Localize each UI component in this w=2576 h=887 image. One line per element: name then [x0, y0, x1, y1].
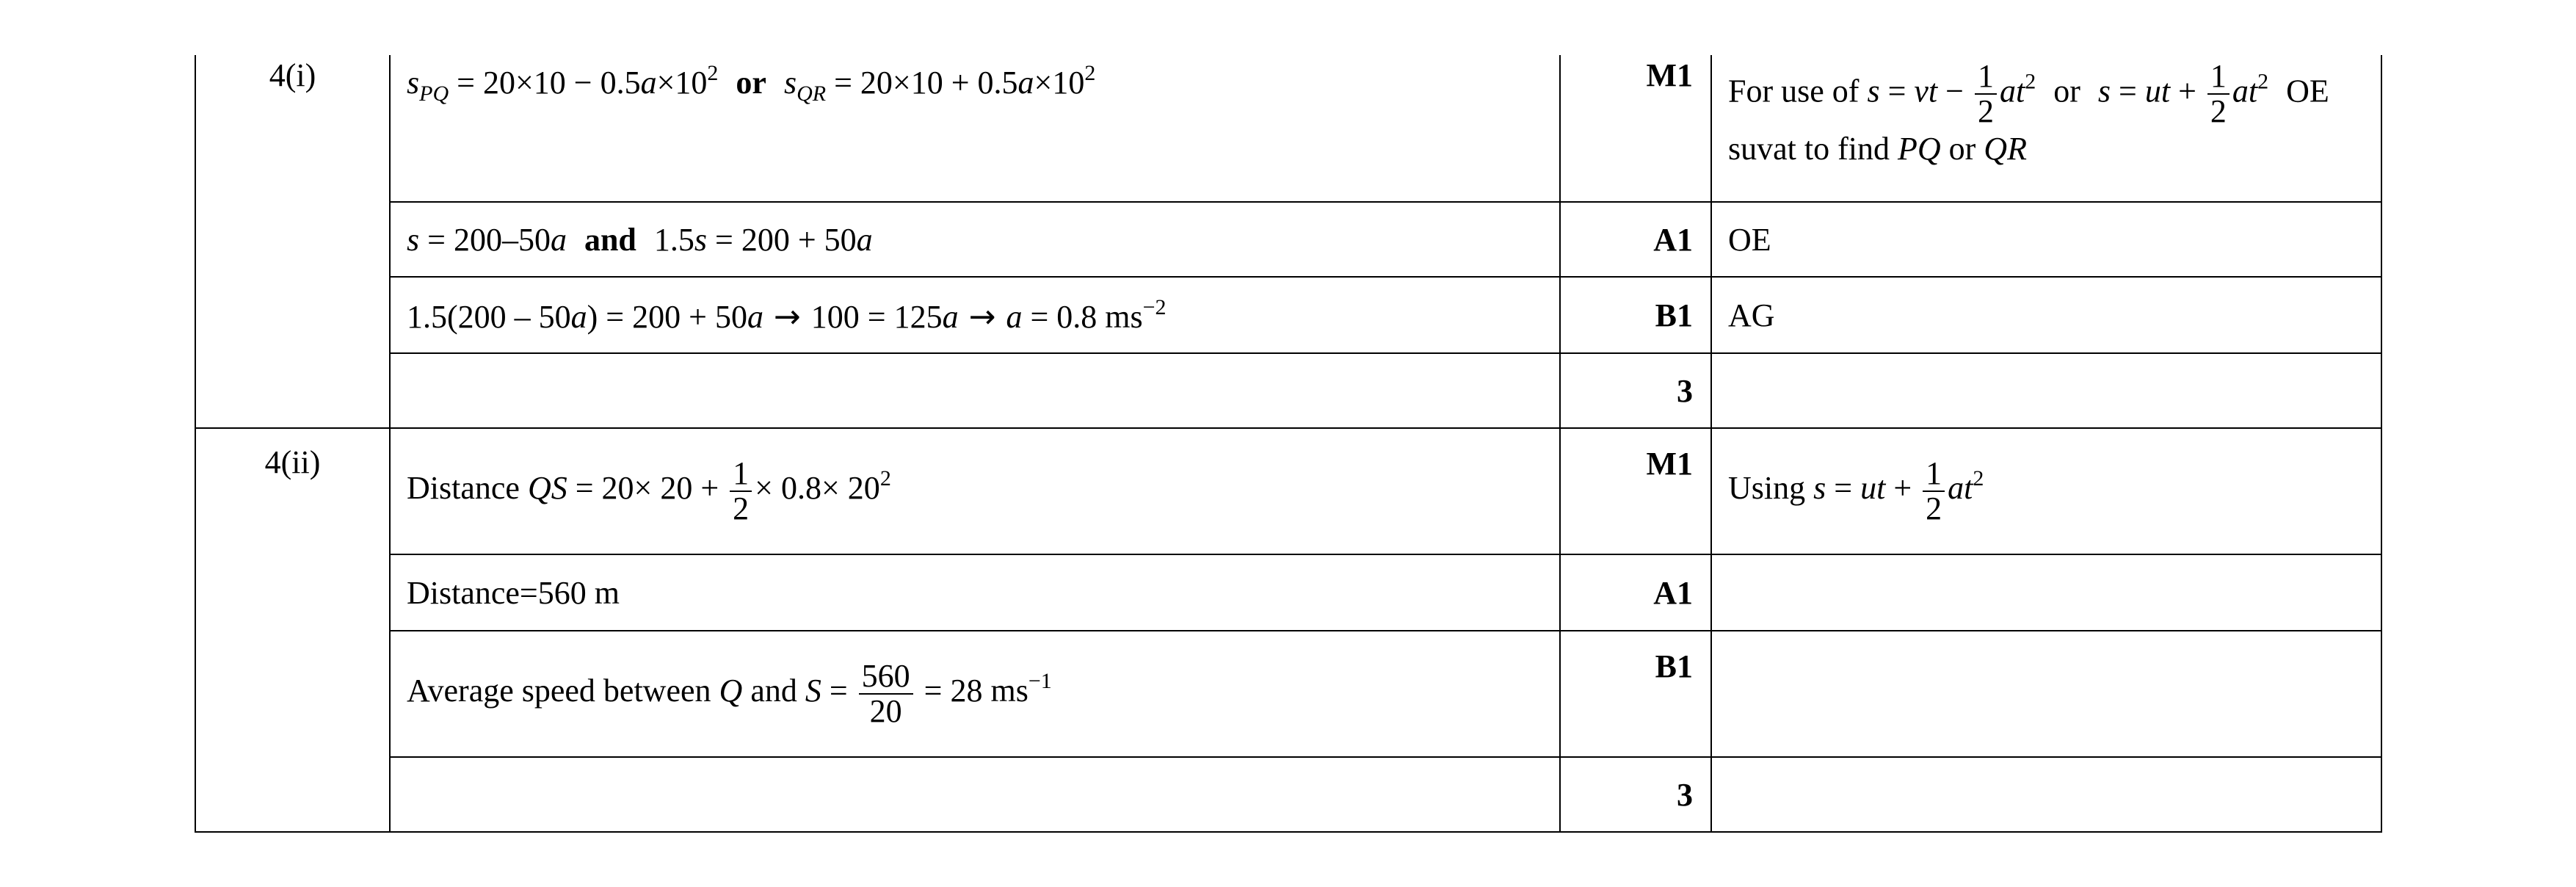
question-label: 4(ii)	[264, 444, 321, 480]
arrow-icon: →	[763, 297, 811, 336]
table-row	[195, 554, 2381, 631]
mark-cell	[1560, 757, 1711, 832]
answer-text: $s_{PQ} = 20\times 10 - 0.5a\times 10^2$ or $s_{QR} = 20\times 10 + 0.5a\times 10^2$	[407, 61, 1096, 106]
mark-code: A1	[1653, 221, 1693, 258]
mark-cell	[1560, 554, 1711, 631]
mark-cell	[1560, 631, 1711, 757]
guidance-cell	[1711, 353, 2381, 428]
guidance-cell	[1711, 631, 2381, 757]
guidance-text: AG	[1728, 297, 1775, 333]
mark-code: M1	[1646, 57, 1693, 93]
guidance-cell	[1711, 277, 2381, 353]
answer-text: 1.5(200 – 50a) = 200 + 50a → 100 = 125a → a = 0.8 $ms^{-2}$	[407, 294, 1167, 336]
question-label: 4(i)	[269, 57, 316, 93]
guidance-cell	[1711, 428, 2381, 554]
answer-text: Distance QS = 20× 20 + $\frac{1}{2}$ × $0.8\times 20^2$	[407, 455, 891, 526]
table-row	[195, 631, 2381, 757]
table-row	[195, 428, 2381, 554]
answer-cell	[390, 277, 1560, 353]
answer-cell	[390, 202, 1560, 277]
answer-cell	[390, 428, 1560, 554]
table-row-total	[195, 353, 2381, 428]
table-row	[195, 277, 2381, 353]
answer-text: Distance=560 m	[407, 574, 620, 611]
answer-cell	[390, 554, 1560, 631]
table-row	[195, 55, 2381, 202]
guidance-text-line2: suvat to find PQ or QR	[1728, 131, 2027, 167]
total-marks: 3	[1677, 776, 1693, 813]
guidance-cell	[1711, 55, 2381, 202]
table-row	[195, 202, 2381, 277]
guidance-text: OE	[1728, 221, 1771, 258]
table-row-total	[195, 757, 2381, 832]
mark-code: A1	[1653, 574, 1693, 611]
mark-cell	[1560, 202, 1711, 277]
answer-text: s = 200–50a and 1.5s = 200 + 50a	[407, 221, 873, 258]
guidance-cell	[1711, 202, 2381, 277]
answer-cell	[390, 757, 1560, 832]
guidance-cell	[1711, 757, 2381, 832]
mark-scheme-table	[195, 55, 2382, 833]
guidance-cell	[1711, 554, 2381, 631]
guidance-text: Using s = ut + $\frac{1}{2}$ $at^2$	[1728, 455, 1984, 526]
guidance-text: For use of s = vt − $\frac{1}{2}$ $at^2$ or s = ut + $\frac{1}{2}$ $at^2$ OE	[1728, 58, 2329, 130]
mark-cell	[1560, 277, 1711, 353]
mark-cell	[1560, 353, 1711, 428]
mark-code: B1	[1655, 648, 1693, 684]
answer-cell	[390, 55, 1560, 202]
answer-cell	[390, 631, 1560, 757]
question-number	[195, 428, 390, 832]
total-marks: 3	[1677, 372, 1693, 409]
mark-code: M1	[1646, 446, 1693, 482]
arrow-icon: →	[958, 297, 1006, 336]
answer-text: Average speed between Q and S = $\frac{560}{20}$ = 28 $ms^{-1}$	[407, 657, 1052, 729]
mark-code: B1	[1655, 297, 1693, 333]
mark-cell	[1560, 55, 1711, 202]
mark-cell	[1560, 428, 1711, 554]
answer-cell	[390, 353, 1560, 428]
question-number	[195, 55, 390, 428]
